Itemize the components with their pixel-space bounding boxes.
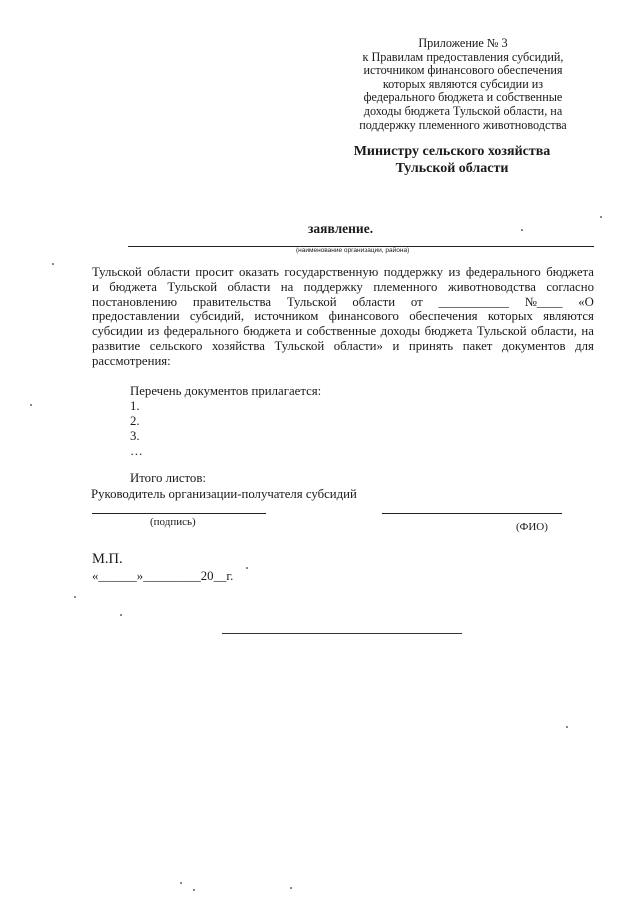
paragraph-word: документов — [501, 338, 566, 353]
paragraph-word: на — [581, 324, 594, 339]
appendix-line: источником финансового обеспечения — [363, 63, 563, 78]
paragraph-word: просит — [195, 265, 234, 279]
paragraph-word: Тульской — [286, 294, 337, 309]
paragraph-word: и — [392, 338, 400, 353]
scan-speck — [193, 889, 195, 891]
paragraph-word: области, — [530, 324, 577, 339]
paragraph-word: финансового — [328, 309, 399, 324]
paragraph-word: поддержку — [303, 279, 363, 294]
list-item: 1. — [130, 399, 140, 413]
list-item: … — [130, 444, 143, 458]
scan-speck — [52, 263, 54, 265]
paragraph-word: области — [147, 265, 190, 279]
head-of-organization-label: Руководитель организации-получателя субсидий — [91, 487, 357, 501]
paragraph-word: бюджета — [546, 265, 594, 279]
request-paragraph — [92, 265, 594, 369]
paragraph-word: постановлению — [92, 294, 178, 309]
scan-speck — [600, 216, 602, 218]
scan-speck — [30, 404, 32, 406]
paragraph-word: доходы — [380, 324, 421, 339]
paragraph-line — [92, 265, 594, 280]
paragraph-line — [92, 280, 594, 295]
appendix-block — [340, 37, 586, 132]
paragraph-line — [92, 309, 594, 324]
list-item: 2. — [130, 414, 140, 428]
paragraph-word: хозяйства — [211, 338, 265, 353]
paragraph-word: бюджета — [424, 324, 473, 339]
paragraph-word: и — [295, 324, 303, 339]
paragraph-word: источником — [254, 309, 319, 324]
paragraph-word: принять — [408, 338, 454, 353]
paragraph-line — [92, 339, 594, 354]
paragraph-word: сельского — [149, 338, 203, 353]
appendix-line: поддержку племенного животноводства — [359, 117, 567, 132]
organization-caption: (наименование организации, района) — [296, 247, 410, 254]
paragraph-word: из — [147, 324, 160, 339]
paragraph-word: Тульской — [167, 279, 218, 294]
scan-speck — [74, 596, 76, 598]
signature-caption: (подпись) — [150, 516, 196, 528]
paragraph-word: №____ — [524, 294, 563, 309]
paragraph-word: Тульской — [92, 265, 142, 279]
paragraph-line — [92, 295, 594, 310]
paragraph-word: поддержку — [383, 265, 443, 279]
paragraph-word: из — [448, 265, 461, 279]
paragraph-word: развитие — [92, 338, 141, 353]
paragraph-word: области — [352, 294, 396, 309]
appendix-line: федерального бюджета и собственные — [363, 90, 563, 105]
scan-speck — [566, 726, 568, 728]
addressee-block — [330, 143, 574, 177]
paragraph-line — [92, 324, 594, 339]
appendix-line: Приложение № 3 — [418, 36, 508, 50]
paragraph-word: «О — [578, 294, 594, 309]
paragraph-word: Тульской — [274, 338, 325, 353]
paragraph-word: ___________ — [438, 294, 509, 309]
paragraph-word: племенного — [373, 279, 438, 294]
addressee-line-1: Министру сельского хозяйства — [353, 144, 551, 159]
paragraph-word: бюджета — [243, 324, 291, 339]
total-sheets-label: Итого листов: — [130, 471, 206, 485]
date-fill-line: «______»_________20__г. — [92, 569, 234, 583]
paragraph-word: Тульской — [476, 324, 527, 339]
paragraph-word: субсидий, — [189, 309, 245, 324]
paragraph-word: федерального — [163, 324, 239, 339]
scan-speck — [120, 614, 122, 616]
paragraph-word: правительства — [192, 294, 272, 309]
scan-speck — [521, 229, 523, 231]
paragraph-word: на — [280, 279, 294, 294]
fio-fill-line — [382, 513, 562, 514]
scan-speck — [246, 567, 248, 569]
paragraph-line: рассмотрения: — [92, 353, 171, 368]
paragraph-word: бюджета — [109, 279, 157, 294]
paragraph-word: для — [575, 338, 594, 353]
paragraph-word: которых — [487, 309, 533, 324]
seal-label: М.П. — [92, 551, 123, 567]
paragraph-word: от — [410, 294, 423, 309]
appendix-line: которых являются субсидии из — [382, 76, 544, 91]
paragraph-word: обеспечения — [409, 309, 478, 324]
paragraph-word: животноводства — [447, 279, 536, 294]
list-item: 3. — [130, 429, 140, 443]
paragraph-word: области» — [333, 338, 383, 353]
paragraph-word: предоставлении — [92, 309, 180, 324]
addressee-line-2: Тульской области — [395, 161, 509, 176]
paragraph-word: федерального — [465, 265, 541, 279]
paragraph-word: субсидии — [92, 324, 143, 339]
paragraph-word: собственные — [306, 324, 377, 339]
appendix-line: доходы бюджета Тульской области, на — [363, 103, 563, 118]
signature-fill-line — [92, 513, 266, 514]
paragraph-word: оказать — [238, 265, 279, 279]
closing-rule — [222, 633, 462, 634]
documents-heading: Перечень документов прилагается: — [130, 384, 322, 398]
documents-list — [130, 384, 321, 459]
paragraph-word: являются — [543, 309, 594, 324]
paragraph-word: и — [92, 279, 99, 294]
paragraph-word: согласно — [546, 279, 594, 294]
document-title: заявление. — [308, 221, 374, 236]
scan-speck — [180, 882, 182, 884]
paragraph-word: пакет — [462, 338, 493, 353]
paragraph-word: государственную — [284, 265, 379, 279]
appendix-line: к Правилам предоставления субсидий, — [362, 49, 564, 64]
paragraph-word: области — [227, 279, 271, 294]
fio-caption: (ФИО) — [516, 521, 548, 533]
scan-speck — [290, 887, 292, 889]
